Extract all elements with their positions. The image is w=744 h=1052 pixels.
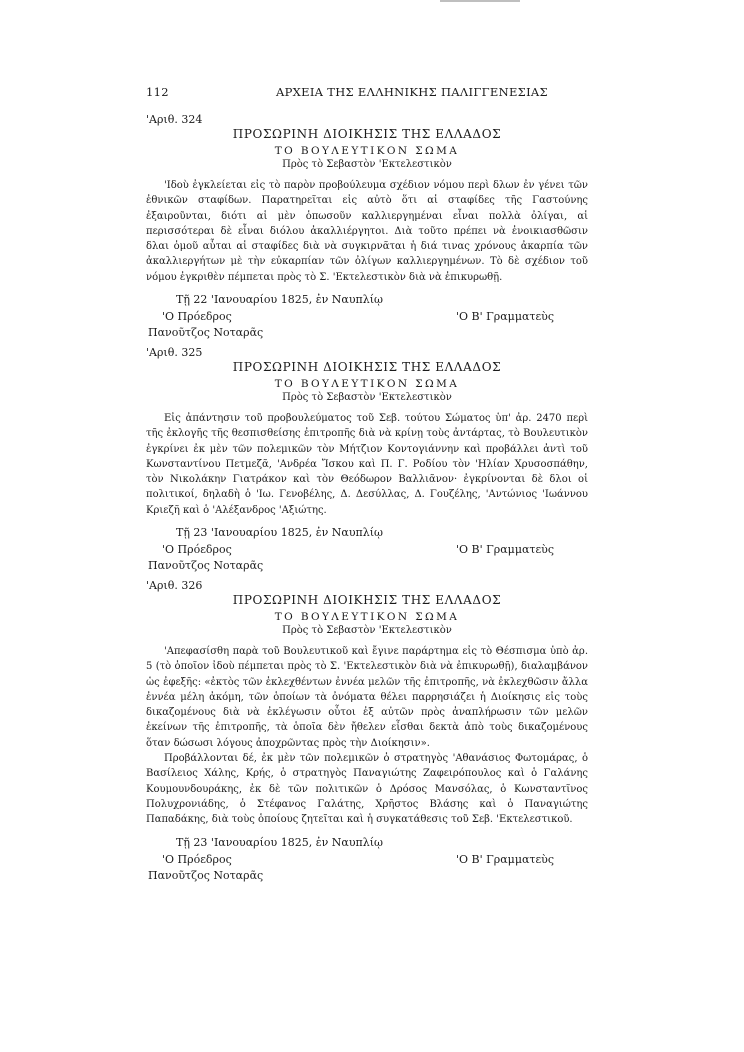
government-heading: ΠΡΟΣΩΡΙΝΗ ΔΙΟΙΚΗΣΙΣ ΤΗΣ ΕΛΛΑΔΟΣ: [232, 593, 502, 607]
council-heading: ΤΟ ΒΟΥΛΕΥΤΙΚΟΝ ΣΩΜΑ: [274, 378, 460, 390]
council-heading: ΤΟ ΒΟΥΛΕΥΤΙΚΟΝ ΣΩΜΑ: [274, 145, 460, 157]
council-heading: ΤΟ ΒΟΥΛΕΥΤΙΚΟΝ ΣΩΜΑ: [274, 611, 460, 623]
president-name: Πανοῦτζος Νοταρᾶς: [148, 868, 264, 882]
secretary-title: 'Ο Β' Γραμματεὺς: [456, 310, 555, 324]
addressee: Πρὸς τὸ Σεβαστὸν 'Εκτελεστικὸν: [282, 625, 452, 636]
addressee: Πρὸς τὸ Σεβαστὸν 'Εκτελεστικὸν: [282, 159, 452, 170]
document-number: 'Αριθ. 326: [146, 579, 203, 592]
paragraph: Προβάλλονται δέ, ἐκ μὲν τῶν πολεμικῶν ὁ στρατηγὸς 'Αθανάσιος Φωτομάρας, ὁ Βασίλειος Χάλης, Κρής, ὁ στρατηγὸς Παναγιώτης Ζαφειρόπουλος καὶ ὁ Γαλάνης Κουμουνδουράκης, ἐκ δὲ τῶν πολιτικῶν ὁ Δρόσος Μανσόλας, ὁ Κωνσταντῖνος Πολυχρονιάδης, ὁ Στέφανος Γαλάτης, Χρῆστος Βλάσης καὶ ὁ Παναγιώτης Παπαδάκης, διὰ τοὺς ὁποίους ζητεῖται καὶ ἡ συγκατάθεσις τοῦ Σεβ. 'Εκτελεστικοῦ.: [146, 753, 588, 826]
president-title: 'Ο Πρόεδρος: [162, 543, 232, 557]
document-number: 'Αριθ. 325: [146, 346, 203, 359]
paragraph: 'Απεφασίσθη παρὰ τοῦ Βουλευτικοῦ καὶ ἔγινε παράρτημα εἰς τὸ Θέσπισμα ὑπὸ ἀρ. 5 (τὸ ὁποῖον ἰδοὺ πέμπεται πρὸς τὸ Σ. 'Εκτελεστικὸν διὰ νὰ ἐπικυρωθῇ), διαλαμβάνον ὡς ἐφεξῆς: «ἐκτὸς τῶν ἐκλεχθέντων ἐννέα μελῶν τῆς ἐπιτροπῆς, νὰ ἐκλεχθῶσιν ἄλλα ἐννέα μέλη ἀκόμη, τῶν ὁποίων τὰ ὀνόματα θέλει παρρησιάζει ἡ Διοίκησις εἰς τοὺς δικαζομένους διὰ νὰ ἐκλέγωσιν οὗτοι ἐξ αὐτῶν πρὸς ἀναπλήρωσιν τῶν μελῶν ἐκείνων τῆς ἐπιτροπῆς, τὰ ὁποῖα δὲν ἤθελεν εἶσθαι δεκτὰ ἀπὸ τοὺς δικαζομένους ὅταν δώσωσι λόγους ἀποχρῶντας πρὸς τὴν Διοίκησιν».: [146, 646, 588, 749]
date-line: Τῇ 23 'Ιανουαρίου 1825, ἐν Ναυπλίῳ: [176, 526, 384, 540]
document-body: [146, 178, 588, 285]
president-name: Πανοῦτζος Νοταρᾶς: [148, 559, 264, 573]
document-number: 'Αριθ. 324: [146, 113, 203, 126]
government-heading: ΠΡΟΣΩΡΙΝΗ ΔΙΟΙΚΗΣΙΣ ΤΗΣ ΕΛΛΑΔΟΣ: [232, 360, 502, 374]
president-name: Πανοῦτζος Νοταρᾶς: [148, 326, 264, 340]
document-body: [146, 644, 588, 828]
president-title: 'Ο Πρόεδρος: [162, 310, 232, 324]
signature-row: [146, 542, 588, 558]
addressee: Πρὸς τὸ Σεβαστὸν 'Εκτελεστικὸν: [282, 392, 452, 403]
paragraph: 'Ιδοὺ ἐγκλείεται εἰς τὸ παρὸν προβούλευμα σχέδιον νόμου περὶ δλων ἐν γένει τῶν ἐθνικῶν σταφίδων. Παρατηρεῖται εἰς αὐτὸ ὅτι αἱ σταφίδες τῆς Γαστούνης ἐξαιροῦνται, διότι αἱ μὲν ὁπωσοῦν καλλιεργημέναι εἶναι πολλὰ ὀλίγαι, αἱ περισσότεραι δὲ εἶναι διόλου ἀκαλλιέργητοι. Διὰ τοῦτο πρέπει νὰ ἐνοικιασθῶσιν δλαι ὁμοῦ αὗται αἱ σταφίδες διὰ νὰ συγκιρνᾶται ἡ διά τινας χρόνους ἀκαρπία τῶν ἀκαλλιεργήτων μὲ τὴν εὐκαρπίαν τῶν ὀλίγων καλλιεργημένων. Τὸ δὲ σχέδιον τοῦ νόμου ἐγκριθὲν πέμπεται πρὸς τὸ Σ. 'Εκτελεστικὸν διὰ νὰ ἐπικυρωθῇ.: [146, 180, 588, 283]
scan-edge-mark: [440, 0, 520, 2]
signature-row: [146, 309, 588, 325]
government-heading: ΠΡΟΣΩΡΙΝΗ ΔΙΟΙΚΗΣΙΣ ΤΗΣ ΕΛΛΑΔΟΣ: [232, 127, 502, 141]
document-body: [146, 411, 588, 518]
secretary-title: 'Ο Β' Γραμματεὺς: [456, 852, 555, 866]
secretary-title: 'Ο Β' Γραμματεὺς: [456, 543, 555, 557]
president-title: 'Ο Πρόεδρος: [162, 852, 232, 866]
page-number: 112: [146, 85, 169, 99]
document-325: [146, 345, 588, 574]
document-326: [146, 578, 588, 884]
date-line: Τῇ 22 'Ιανουαρίου 1825, ἐν Ναυπλίῳ: [176, 293, 384, 307]
paragraph: Εἰς ἀπάντησιν τοῦ προβουλεύματος τοῦ Σεβ. τούτου Σώματος ὑπ' ἀρ. 2470 περὶ τῆς ἐκλογῆς τῆς θεσπισθείσης ἐπιτροπῆς διὰ νὰ κρίνῃ τοὺς ἀντάρτας, τὸ Βουλευτικὸν ἐγκρίνει ἐκ μὲν τῶν πολεμικῶν τὸν Μήτζιον Κοντογιάννην καὶ προβάλλει ἀντὶ τοῦ Κωνσταντίνου Πετμεζᾶ, 'Ανδρέα Ἴσκου καὶ Π. Γ. Ροδίου τὸν 'Ηλίαν Χρυσοσπάθην, τὸν Νικολάκην Γιατράκον καὶ τὸν Θεόδωρον Βαλλιᾶνον· ἐγκρίνονται δὲ δλοι οἱ πολιτικοί, δηλαδὴ ὁ 'Ιω. Γενοβέλης, Δ. Δεσύλλας, Δ. Γουζέλης, 'Αντώνιος 'Ιωάννου Κριεζῆ καὶ ὁ 'Αλέξανδρος 'Αξιώτης.: [146, 413, 588, 516]
signature-row: [146, 852, 588, 868]
date-line: Τῇ 23 'Ιανουαρίου 1825, ἐν Ναυπλίῳ: [176, 835, 384, 849]
running-title: ΑΡΧΕΙΑ ΤΗΣ ΕΛΛΗΝΙΚΗΣ ΠΑΛΙΓΓΕΝΕΣΙΑΣ: [276, 85, 548, 99]
document-324: [146, 112, 588, 341]
